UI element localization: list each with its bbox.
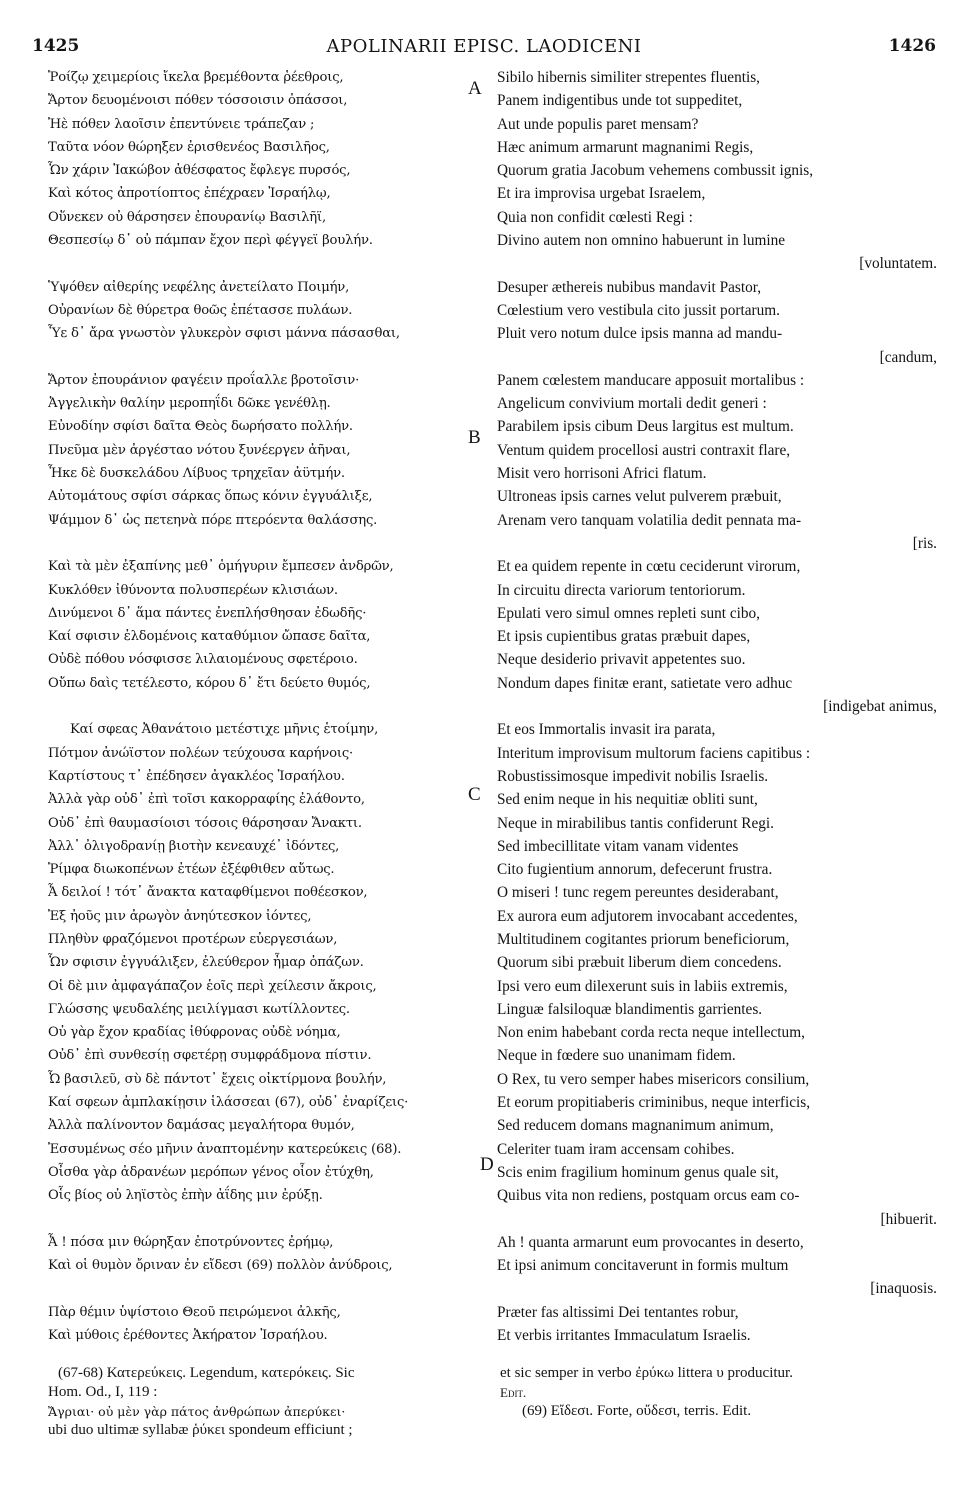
latin-line: Ventum quidem procellosi austri contraxit flare, [497, 441, 791, 459]
latin-line: Ah ! quanta armarunt eum provocantes in deserto, [497, 1233, 804, 1251]
latin-line: Ultroneas ipsis carnes velut pulverem præbuit, [497, 488, 782, 506]
greek-line: Ἀγγελικὴν θαλίην μεροπηΐδι δῶκε γενέθλῃ. [48, 396, 331, 412]
latin-line: Misit vero horrisoni Africi flatum. [497, 465, 707, 483]
latin-line: Hæc animum armarunt magnanimi Regis, [497, 138, 754, 156]
greek-spacer [48, 532, 488, 555]
latin-line: Epulati vero simul omnes repleti sunt cibo, [497, 604, 760, 622]
greek-line: Πὰρ θέμιν ὑψίστοιο Θεοῦ πειρώμενοι ἀλκῆς, [48, 1304, 341, 1320]
greek-line: Οὕνεκεν οὐ θάρσησεν ἐπουρανίῳ Βασιλῆϊ, [48, 209, 326, 225]
running-title: APOLINARII EPISC. LAODICENI [326, 36, 642, 57]
footnote-line: Hom. Od., I, 119 : [48, 1384, 158, 1400]
footnote-editor-mark: Edit. [500, 1385, 527, 1400]
latin-line: Multitudinem cogitantes priorum beneficiorum, [497, 930, 790, 948]
greek-line: Ὦ βασιλεῦ, σὺ δὲ πάντοτ᾽ ἔχεις οἰκτίρμονα βουλήν, [48, 1071, 387, 1087]
margin-letter-a: A [468, 78, 482, 99]
latin-line: In circuitu directa variorum tentoriorum. [497, 581, 746, 599]
greek-line: Γλώσσης ψευδαλέης μειλίγμασι κωτίλλοντες. [48, 1001, 350, 1017]
greek-line: Ὧν σφισιν ἐγγυάλιξεν, ἐλεύθερον ἦμαρ ὀπάζων. [48, 955, 364, 971]
latin-line: Quia non confidit cœlesti Regi : [497, 208, 693, 226]
latin-line-continuation: [voluntatem. [859, 255, 937, 273]
footnote-line: ubi duo ultimæ syllabæ ῥύκει spondeum efficiunt ; [48, 1422, 353, 1438]
greek-line: Καί σφεων ἀμπλακίῃσιν ἱλάσσεαι (67), οὐδ᾽ ἐναρίζεις· [48, 1095, 409, 1111]
latin-line: Sed imbecillitate vitam vanam videntes [497, 837, 739, 855]
latin-line: Non enim habebant corda recta neque intellectum, [497, 1024, 805, 1042]
latin-line: Neque in mirabilibus tantis confiderunt Regi. [497, 814, 774, 832]
greek-line: Οὐδ᾽ ἐπὶ συνθεσίῃ σφετέρῃ συμφράδμονα πίστιν. [48, 1048, 372, 1064]
greek-line: Οὐ γὰρ ἔχον κραδίας ἰθύφρονας οὐδὲ νόημα, [48, 1025, 341, 1041]
greek-line: Καὶ τὰ μὲν ἐξαπίνης μεθ᾽ ὁμήγυριν ἔμπεσεν ἀνδρῶν, [48, 559, 394, 575]
latin-line: Desuper æthereis nubibus mandavit Pastor, [497, 278, 762, 296]
latin-line: Interitum improvisum multorum faciens capitibus : [497, 744, 811, 762]
latin-line: O Rex, tu vero semper habes misericors consilium, [497, 1070, 810, 1088]
greek-line: Οἶσθα γὰρ ἀδρανέων μερόπων γένος οἷον ἐτύχθη, [48, 1164, 374, 1180]
greek-line: Αὐτομάτους σφίσι σάρκας ὅπως κόνιν ἐγγυάλιξε, [48, 489, 373, 505]
latin-line: Ipsi vero eum dilexerunt suis in labiis extremis, [497, 977, 788, 995]
greek-line: Πληθὺν φραζόμενοι προτέρων εὐεργεσιάων, [48, 931, 338, 947]
greek-line: Καὶ κότος ἀπροτίοπτος ἐπέχραεν Ἰσραήλῳ, [48, 186, 331, 202]
latin-line: Quorum sibi præbuit liberum diem concedens. [497, 954, 782, 972]
left-page-number: 1425 [32, 36, 80, 56]
footnote-line: Ἄγριαι· οὐ μὲν γὰρ πάτος ἀνθρώπων ἀπερύκει· [48, 1404, 346, 1419]
latin-line: Sibilo hibernis similiter strepentes fluentis, [497, 69, 760, 86]
greek-line: Οὐδ᾽ ἐπὶ θαυμασίοισι τόσοις θάρσησαν Ἄνακτι. [48, 815, 362, 831]
latin-line: Aut unde populis paret mensam? [497, 115, 699, 133]
latin-line: Quorum gratia Jacobum vehemens combussit ignis, [497, 162, 814, 180]
greek-line: Οἷς βίος οὐ ληϊστὸς ἐπὴν ἀΐδης μιν ἐρύξῃ. [48, 1188, 323, 1204]
greek-spacer [48, 695, 488, 718]
greek-line: Καί σφισιν ἐλδομένοις καταθύμιον ὤπασε δαῖτα, [48, 629, 371, 645]
footnote-line: et sic semper in verbo ἐρύκω littera υ producitur. [500, 1365, 793, 1381]
greek-line: Οὐρανίων δὲ θύρετρα θοῶς ἐπέτασσε πυλάων. [48, 302, 353, 318]
latin-line: Et ira improvisa urgebat Israelem, [497, 185, 706, 203]
latin-line: Cito fugientium annorum, defecerunt frustra. [497, 861, 773, 879]
greek-line: Ἆ δειλοί ! τότ᾽ ἄνακτα καταφθίμενοι ποθέεσκον, [48, 885, 368, 901]
latin-line: Nondum dapes finitæ erant, satietate vero adhuc [497, 674, 793, 692]
latin-line: Et verbis irritantes Immaculatum Israelis. [497, 1327, 751, 1345]
footnotes-left [48, 1364, 488, 1440]
footnotes-right [500, 1364, 940, 1421]
latin-line: Ex aurora eum adjutorem invocabant accedentes, [497, 907, 798, 925]
greek-spacer [48, 1208, 488, 1231]
latin-column [497, 66, 937, 1347]
greek-line: Ἄρτον δευομένοισι πόθεν τόσσοισιν ὀπάσσοι, [48, 93, 348, 109]
greek-line: Ἐσσυμένως σέο μῆνιν ἀναπτομένην κατερεύκεις (68). [48, 1141, 402, 1157]
latin-line: Parabilem ipsis cibum Deus largitus est multum. [497, 418, 794, 436]
greek-line: Πνεῦμα μὲν ἀργέσταο νότου ξυνέεργεν ἀῆναι, [48, 442, 351, 458]
latin-line: Sed enim neque in his nequitiæ obliti sunt, [497, 791, 758, 809]
greek-line: Ψάμμον δ᾽ ὡς πετεηνὰ πόρε πτερόεντα θαλάσσης. [48, 512, 378, 528]
greek-column [48, 66, 488, 1347]
latin-line: Et ipsis cupientibus gratas præbuit dapes, [497, 628, 751, 646]
latin-line: Præter fas altissimi Dei tentantes robur, [497, 1303, 739, 1321]
latin-line-continuation: [candum, [879, 348, 937, 366]
latin-line: Linguæ falsiloquæ blandimentis garrientes. [497, 1000, 763, 1018]
latin-line: Scis enim fragilium hominum genus quale sit, [497, 1163, 779, 1181]
greek-spacer [48, 1277, 488, 1300]
latin-line: Et eorum propitiaberis criminibus, neque interficis, [497, 1094, 811, 1112]
greek-line: Οἱ δὲ μιν ἀμφαγάπαζον ἑοῖς περὶ χείλεσιν ἄκροις, [48, 978, 377, 994]
margin-letter-c: C [468, 784, 481, 805]
latin-line: Sed reducem domans magnanimum animum, [497, 1117, 774, 1135]
greek-line: Ἠὲ πόθεν λαοῖσιν ἐπεντύνειε τράπεζαν ; [48, 116, 315, 132]
greek-line: Ἆ ! πόσα μιν θώρηξαν ἐποτρύνοντες ἐρήμῳ, [48, 1234, 334, 1250]
greek-line: Ἐξ ἠοῦς μιν ἀρωγὸν ἀνηύτεσκον ἰόντες, [48, 908, 312, 924]
greek-line: Ἧκε δὲ δυσκελάδου Λίβυος τρηχεῖαν ἀϋτμήν. [48, 466, 345, 482]
greek-line: Οὔπω δαὶς τετέλεστο, κόρου δ᾽ ἔτι δεύετο θυμός, [48, 675, 371, 691]
footnote-line: (67-68) Κατερεύκεις. Legendum, κατερόκεις. Sic [58, 1365, 355, 1381]
greek-line: Οὐδὲ πόθου νόσφισσε λιλαιομένους σφετέροιο. [48, 652, 358, 668]
greek-line: Ἀλλ᾽ ὀλιγοδρανίῃ βιοτὴν κενεαυχέ᾽ ἰδόντες, [48, 838, 340, 854]
greek-line: Καί σφεας Ἀθανάτοιο μετέστιχε μῆνις ἑτοίμην, [70, 722, 379, 738]
greek-line: Ὗε δ᾽ ἄρα γνωστὸν γλυκερὸν σφισι μάννα πάσασθαι, [48, 326, 400, 342]
greek-line: Ταῦτα νόον θώρηξεν ἐρισθενέος Βασιλῆος, [48, 139, 330, 155]
latin-line: Angelicum convivium mortali dedit generi : [497, 395, 767, 413]
latin-line: Pluit vero notum dulce ipsis manna ad mandu- [497, 325, 783, 343]
latin-line: Panem indigentibus unde tot suppeditet, [497, 92, 743, 110]
latin-line: Arenam vero tanquam volatilia dedit pennata ma- [497, 511, 802, 529]
greek-line: Εὐνοδίην σφίσι δαῖτα Θεὸς δωρήσατο πολλήν. [48, 419, 353, 435]
latin-line: Cœlestium vero vestibula cito jussit portarum. [497, 301, 780, 319]
greek-line: Πότμον ἀνώϊστον πολέων τεύχουσα καρήνοις· [48, 745, 354, 761]
latin-line-continuation: [ris. [912, 534, 937, 552]
greek-spacer [48, 252, 488, 275]
greek-line: Δινύμενοι δ᾽ ἅμα πάντες ἐνεπλήσθησαν ἐδωδῆς· [48, 605, 367, 621]
greek-spacer [48, 346, 488, 369]
margin-letter-b: B [468, 427, 481, 448]
latin-line: Et eos Immortalis invasit ira parata, [497, 721, 716, 739]
latin-line: Et ipsi animum concitaverunt in formis multum [497, 1257, 789, 1275]
latin-line: O miseri ! tunc regem pereuntes desiderabant, [497, 884, 779, 902]
latin-line: Robustissimosque impedivit nobilis Israelis. [497, 767, 769, 785]
greek-line: Κυκλόθεν ἰθύνοντα πολυσπερέων κλισιάων. [48, 582, 338, 598]
latin-line: Neque desiderio privavit appetentes suo. [497, 651, 746, 669]
greek-line: Καὶ οἱ θυμὸν ὄριναν ἐν εἴδεσι (69) πολλὸν ἀνύδροις, [48, 1258, 393, 1274]
greek-line: Ὑψόθεν αἰθερίης νεφέλης ἀνετείλατο Ποιμήν, [48, 279, 350, 295]
greek-line: Ἀλλὰ παλίνοντον δαμάσας μεγαλήτορα θυμόν, [48, 1118, 355, 1134]
right-page-number: 1426 [888, 36, 936, 56]
greek-line: Καὶ μύθοις ἐρέθοντες Ἀκήρατον Ἰσραήλου. [48, 1328, 328, 1344]
latin-line: Celeriter tuam iram accensam cohibes. [497, 1140, 735, 1158]
latin-line: Panem cœlestem manducare apposuit mortalibus : [497, 371, 805, 389]
greek-line: Ῥοίζῳ χειμερίοις ἴκελα βρεμέθοντα ῥέεθροις, [48, 70, 344, 85]
latin-line-continuation: [hibuerit. [880, 1210, 937, 1228]
greek-line: Ῥίμφα διωκοπένων ἐτέων ἐξέφθιθεν αὔτως. [48, 862, 335, 878]
latin-line: Et ea quidem repente in cœtu ceciderunt virorum, [497, 558, 801, 576]
greek-line: Ἄρτον ἐπουράνιον φαγέειν προΐαλλε βροτοῖσιν· [48, 372, 360, 388]
greek-line: Ἀλλὰ γὰρ οὐδ᾽ ἐπὶ τοῖσι κακορραφίης ἐλάθοντο, [48, 792, 365, 808]
latin-line-continuation: [indigebat animus, [823, 698, 937, 716]
latin-line: Neque in fœdere suo unanimam fidem. [497, 1047, 736, 1065]
greek-line: Ὧν χάριν Ἰακώβον ἀθέσφατος ἔφλεγε πυρσός, [48, 163, 351, 179]
latin-line-continuation: [inaquosis. [870, 1280, 937, 1298]
footnote-line: (69) Εἴδεσι. Forte, οὔδεσι, terris. Edit. [522, 1403, 752, 1419]
latin-line: Divino autem non omnino habuerunt in lumine [497, 232, 786, 250]
latin-line: Quibus vita non rediens, postquam orcus eam co- [497, 1187, 800, 1205]
greek-line: Καρτίστους τ᾽ ἐπέδησεν ἀγακλέος Ἰσραήλου. [48, 768, 345, 784]
greek-line: Θεσπεσίῳ δ᾽ οὐ πάμπαν ἔχον περὶ φέγγεϊ βουλήν. [48, 233, 373, 249]
margin-letter-d: D [480, 1154, 494, 1175]
